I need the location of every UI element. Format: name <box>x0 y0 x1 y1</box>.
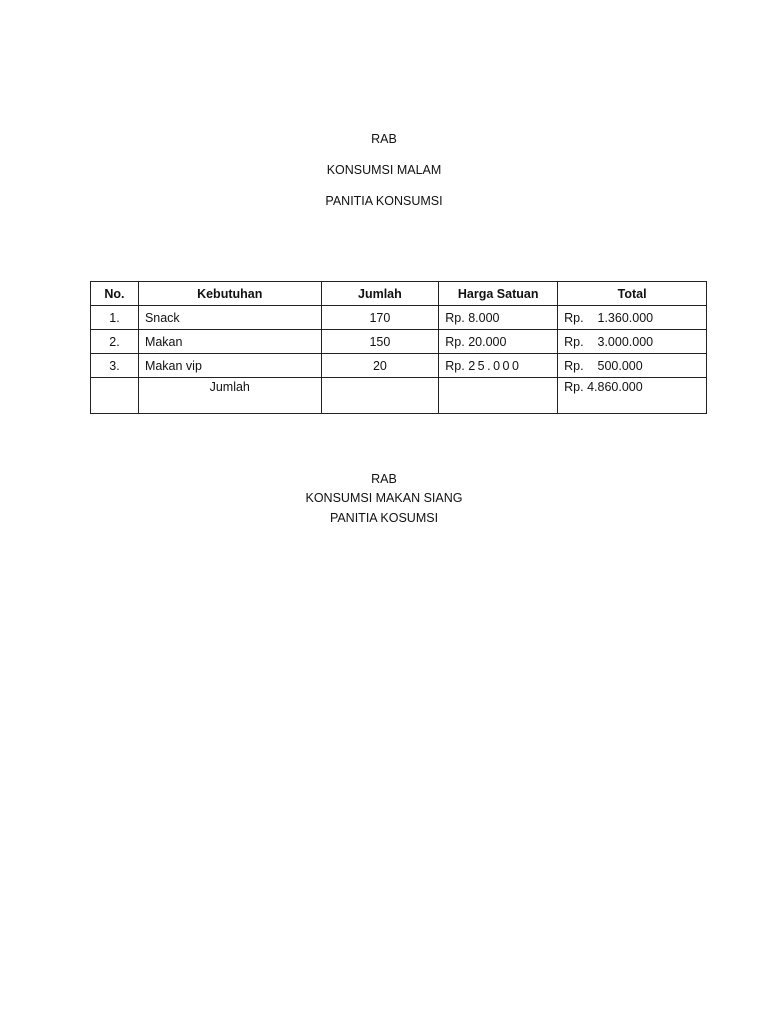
header-no: No. <box>91 282 139 306</box>
section1-committee: PANITIA KONSUMSI <box>325 194 443 208</box>
row-item: Snack <box>138 306 321 330</box>
table-summary-row <box>91 378 707 414</box>
row-total: Rp. 1.360.000 <box>558 306 707 330</box>
row-no: 3. <box>91 354 139 378</box>
table-row <box>91 306 707 330</box>
row-qty: 20 <box>321 354 439 378</box>
section2-title: RAB <box>371 472 397 486</box>
summary-label: Jumlah <box>138 378 321 414</box>
header-jumlah: Jumlah <box>321 282 439 306</box>
row-price <box>439 354 558 378</box>
row-total: Rp. 500.000 <box>558 354 707 378</box>
table-row <box>91 354 707 378</box>
row-item: Makan <box>138 330 321 354</box>
header-kebutuhan: Kebutuhan <box>138 282 321 306</box>
section2-committee: PANITIA KOSUMSI <box>329 511 439 525</box>
table-row <box>91 330 707 354</box>
row-qty: 170 <box>321 306 439 330</box>
summary-total: Rp. 4.860.000 <box>558 378 707 414</box>
row-qty: 150 <box>321 330 439 354</box>
section2-subtitle: KONSUMSI MAKAN SIANG <box>305 491 463 505</box>
budget-table <box>90 281 707 414</box>
row-no: 2. <box>91 330 139 354</box>
header-harga-satuan: Harga Satuan <box>439 282 558 306</box>
header-total: Total <box>558 282 707 306</box>
summary-empty-price <box>439 378 558 414</box>
section1-subtitle: KONSUMSI MALAM <box>326 163 442 177</box>
row-price-value: 25.000 <box>468 358 522 373</box>
row-price-prefix: Rp. <box>445 358 469 373</box>
row-item: Makan vip <box>138 354 321 378</box>
table-header-row <box>91 282 707 306</box>
row-price: Rp. 8.000 <box>439 306 558 330</box>
summary-empty-no <box>91 378 139 414</box>
row-total: Rp. 3.000.000 <box>558 330 707 354</box>
row-price: Rp. 20.000 <box>439 330 558 354</box>
section1-title: RAB <box>371 132 397 146</box>
row-no: 1. <box>91 306 139 330</box>
summary-empty-qty <box>321 378 439 414</box>
